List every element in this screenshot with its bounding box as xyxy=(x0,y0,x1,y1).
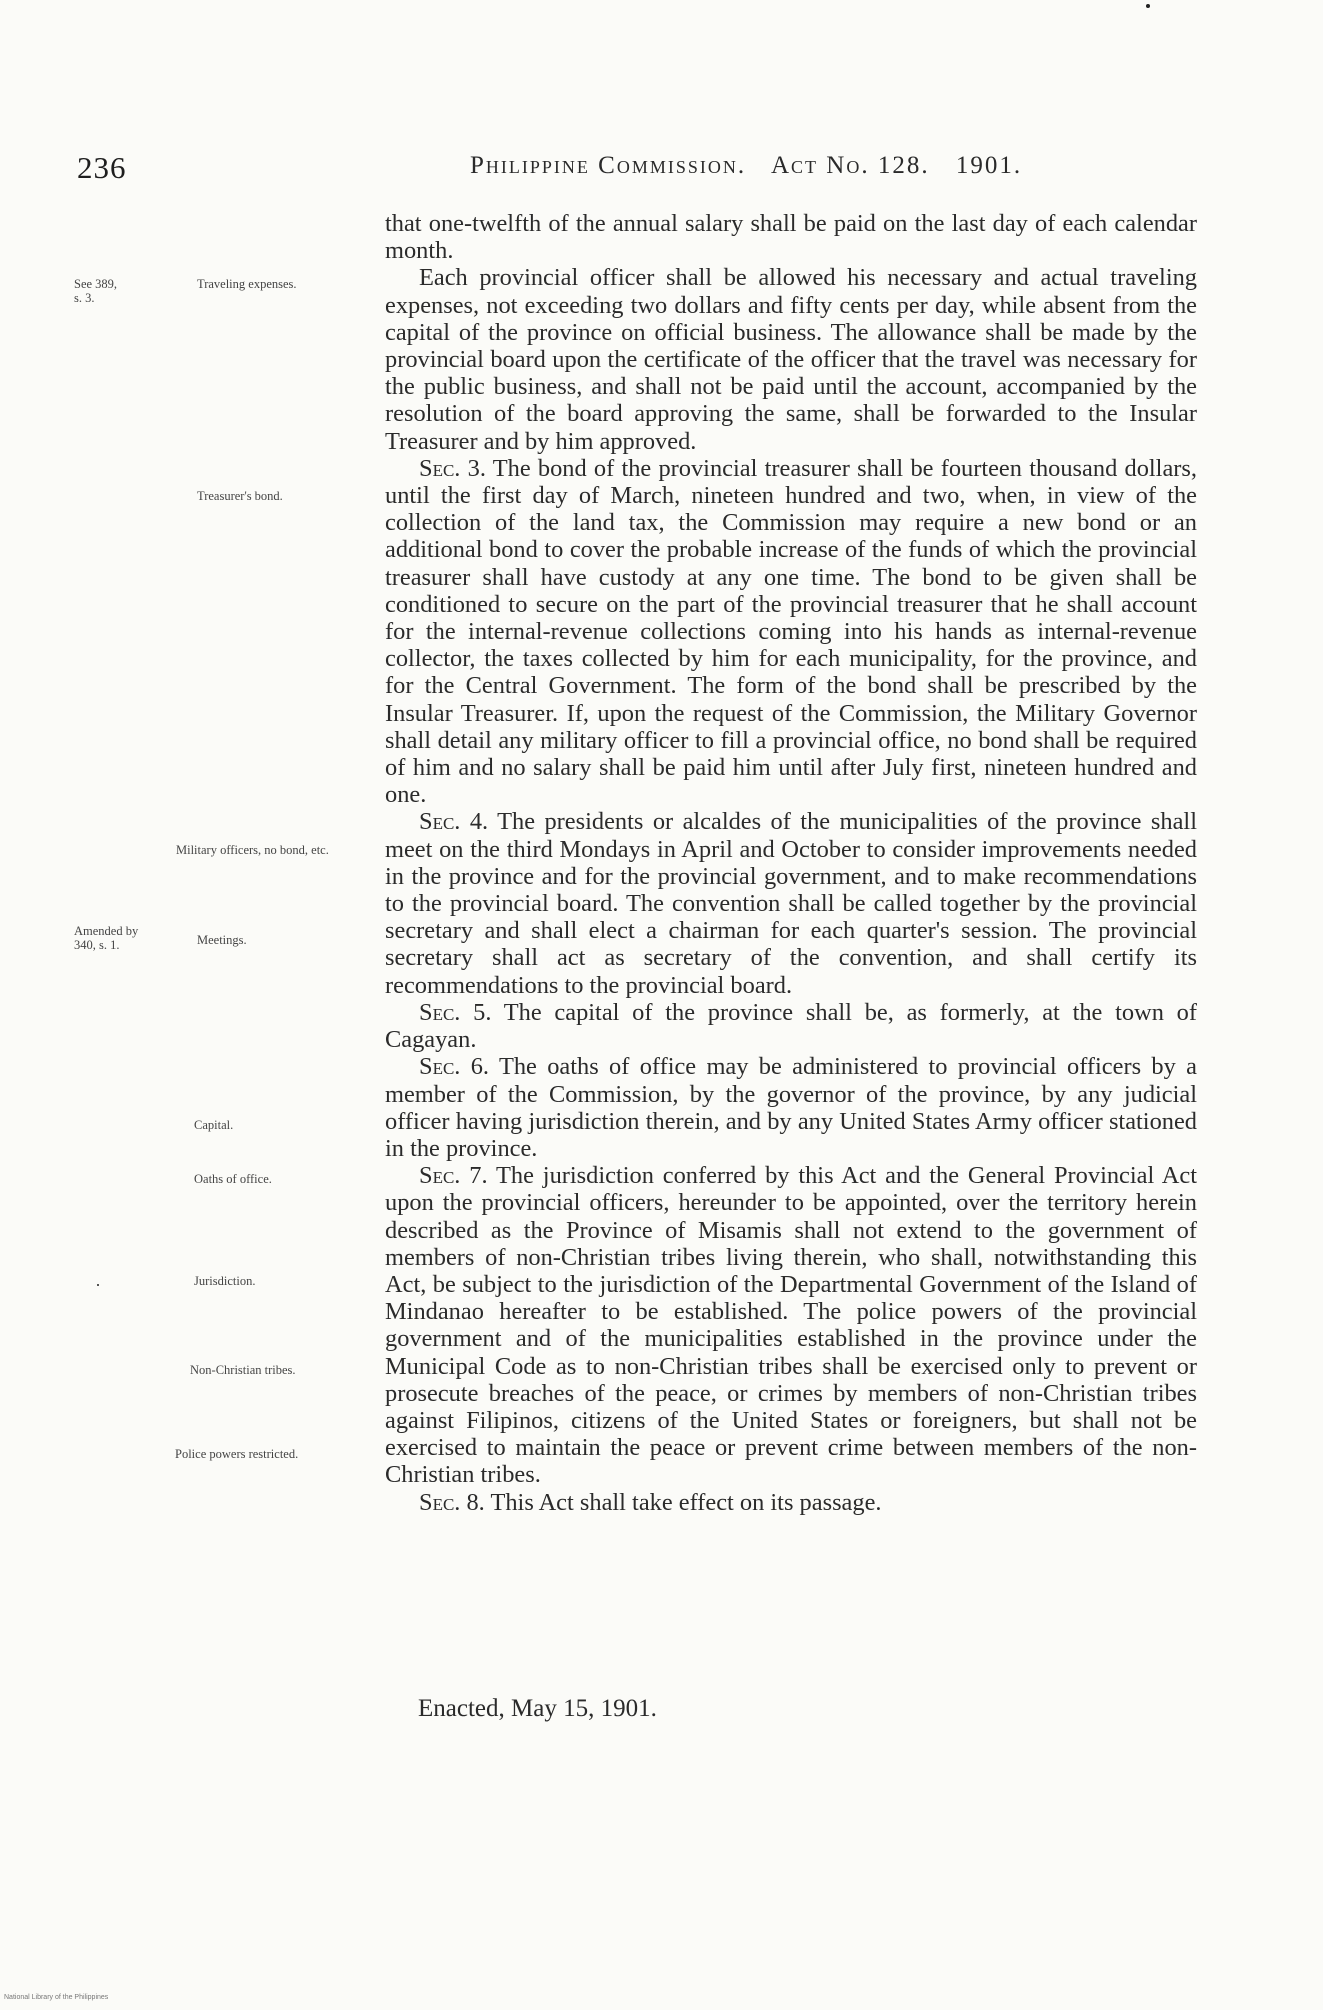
margin-note-treasurers-bond: Treasurer's bond. xyxy=(197,489,283,503)
margin-note-non-christian: Non-Christian tribes. xyxy=(190,1363,296,1377)
margin-note-amended: Amended by 340, s. 1. xyxy=(74,924,139,952)
page-number: 236 xyxy=(77,150,127,185)
running-head-year: 1901. xyxy=(955,152,1023,179)
section-4-text: The presidents or alcaldes of the municipalities of the province shall meet on the third Mondays in April and October to consider improvements needed in the province and for the provincial government, and to make recommendations to the provincial board. The convention shall be called together by the provincial secretary and shall elect a chairman for each quarter's session. The provincial secretary shall act as secretary of the convention, and shall certify its recommendations to the provincial board. xyxy=(385,808,1197,999)
scan-speck xyxy=(97,1284,99,1286)
section-5-label: Sec. 5. xyxy=(419,998,492,1026)
section-4-label: Sec. 4. xyxy=(419,808,489,836)
section-8 xyxy=(385,1489,1197,1516)
margin-note-meetings: Meetings. xyxy=(197,933,247,947)
section-7 xyxy=(385,1162,1197,1488)
margin-note-jurisdiction: Jurisdiction. xyxy=(194,1274,256,1288)
paragraph-salary-continued: that one-twelfth of the annual salary shall be paid on the last day of each calendar month. xyxy=(385,210,1197,265)
section-5-text: The capital of the province shall be, as formerly, at the town of Cagayan. xyxy=(385,998,1197,1054)
running-head xyxy=(470,152,1040,180)
paragraph-traveling-expenses: Each provincial officer shall be allowed his necessary and actual traveling expenses, not exceeding two dollars and fifty cents per day, while absent from the capital of the province on official business. The allowance shall be made by the provincial board upon the certificate of the officer that the travel was necessary for the public business, and shall not be paid until the account, accompanied by the resolution of the board approving the same, shall be forwarded to the Insular Treasurer and by him approved. xyxy=(385,264,1197,455)
enacted-date: Enacted, May 15, 1901. xyxy=(418,1695,657,1722)
section-7-text: The jurisdiction conferred by this Act and the General Provincial Act upon the provincial officers, hereunder to be appointed, over the territory herein described as the Province of Misamis shall not extend to the government of members of non-Christian tribes living therein, who shall, notwithstanding this Act, be subject to the jurisdiction of the Departmental Government of the Island of Mindanao hereafter to be established. The police powers of the provincial government and of the municipalities established in the province under the Municipal Code as to non-Christian tribes shall be exercised only to prevent or prosecute breaches of the peace, or crimes by members of non-Christian tribes against Filipinos, citizens of the United States or foreigners, but shall not be exercised to maintain the peace or prevent crime between members of the non-Christian tribes. xyxy=(385,1162,1197,1489)
section-8-text: This Act shall take effect on its passage. xyxy=(490,1488,882,1516)
section-3 xyxy=(385,455,1197,809)
margin-note-see-389: See 389, s. 3. xyxy=(74,277,118,305)
section-7-label: Sec. 7. xyxy=(419,1162,488,1190)
section-3-label: Sec. 3. xyxy=(419,454,486,482)
section-6-label: Sec. 6. xyxy=(419,1053,490,1081)
section-5 xyxy=(385,999,1197,1053)
margin-note-traveling-expenses: Traveling expenses. xyxy=(197,277,297,291)
margin-note-oaths: Oaths of office. xyxy=(194,1172,272,1186)
section-6 xyxy=(385,1053,1197,1162)
margin-note-police: Police powers restricted. xyxy=(175,1447,299,1461)
section-6-text: The oaths of office may be administered to provincial officers by a member of the Commission, by the governor of the province, by any judicial officer having jurisdiction therein, and by any United States Army officer stationed in the province. xyxy=(385,1053,1197,1162)
running-head-act: Act No. 128. xyxy=(770,152,930,179)
scan-speck xyxy=(1146,4,1150,8)
section-8-label: Sec. 8. xyxy=(419,1488,485,1516)
section-3-text: The bond of the provincial treasurer shall be fourteen thousand dollars, until the first day of March, nineteen hundred and two, when, in view of the collection of the land tax, the Commission may require a new bond or an additional bond to cover the probable increase of the funds of which the provincial treasurer shall have custody at any one time. The bond to be given shall be conditioned to secure on the part of the provincial treasurer that he shall account for the internal-revenue collections coming into his hands as internal-revenue collector, the taxes collected by him for each municipality, for the province, and for the Central Government. The form of the bond shall be prescribed by the Insular Treasurer. If, upon the request of the Commission, the Military Governor shall detail any military officer to fill a provincial office, no bond shall be required of him and no salary shall be paid him until after July first, nineteen hundred and one. xyxy=(385,454,1197,809)
footer-caption: National Library of the Philippines xyxy=(4,1994,109,2001)
section-4 xyxy=(385,808,1197,998)
margin-note-military-officers: Military officers, no bond, etc. xyxy=(176,843,329,857)
body-column xyxy=(385,210,1197,1516)
running-head-title: Philippine Commission. xyxy=(470,152,747,179)
margin-note-capital: Capital. xyxy=(194,1118,234,1132)
